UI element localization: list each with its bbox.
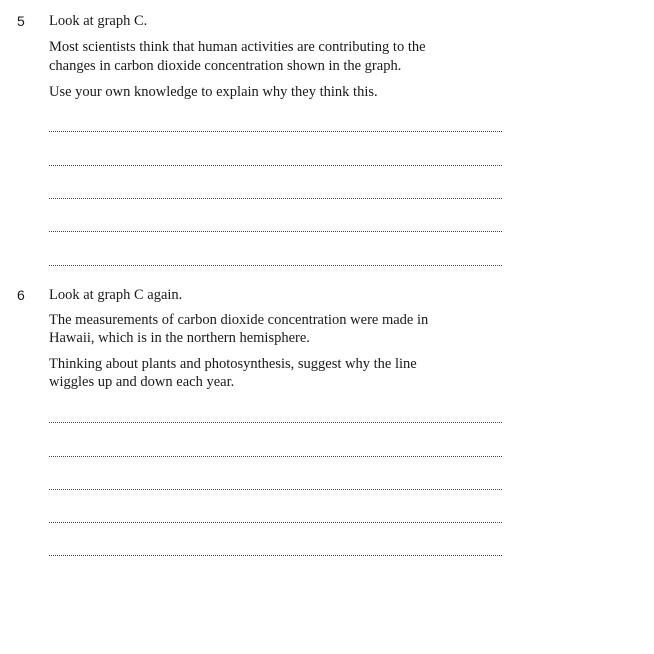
question-6-answer-line-5[interactable] xyxy=(49,555,502,556)
question-5-answer-line-2[interactable] xyxy=(49,165,502,166)
question-6-answer-line-3[interactable] xyxy=(49,489,502,490)
question-5-answer-line-1[interactable] xyxy=(49,131,502,132)
question-6-instruction-line-2: wiggles up and down each year. xyxy=(49,374,235,390)
question-5-answer-line-3[interactable] xyxy=(49,198,502,199)
question-6-paragraph-line-1: The measurements of carbon dioxide concentration were made in xyxy=(49,312,429,328)
question-5-paragraph-line-1: Most scientists think that human activities are contributing to the xyxy=(49,39,426,55)
question-6-answer-line-4[interactable] xyxy=(49,522,502,523)
question-6-instruction-line-1: Thinking about plants and photosynthesis, suggest why the line xyxy=(49,356,417,372)
question-5-number: 5 xyxy=(17,13,25,29)
question-5-paragraph-line-2: changes in carbon dioxide concentration shown in the graph. xyxy=(49,58,402,74)
question-5-answer-line-5[interactable] xyxy=(49,265,502,266)
question-6-paragraph-line-2: Hawaii, which is in the northern hemisphere. xyxy=(49,330,310,346)
question-5-intro: Look at graph C. xyxy=(49,13,148,29)
question-5-instruction: Use your own knowledge to explain why they think this. xyxy=(49,84,378,100)
question-5-answer-line-4[interactable] xyxy=(49,231,502,232)
question-6-number: 6 xyxy=(17,287,25,303)
question-6-intro: Look at graph C again. xyxy=(49,287,183,303)
question-6-answer-line-2[interactable] xyxy=(49,456,502,457)
question-6-answer-line-1[interactable] xyxy=(49,422,502,423)
